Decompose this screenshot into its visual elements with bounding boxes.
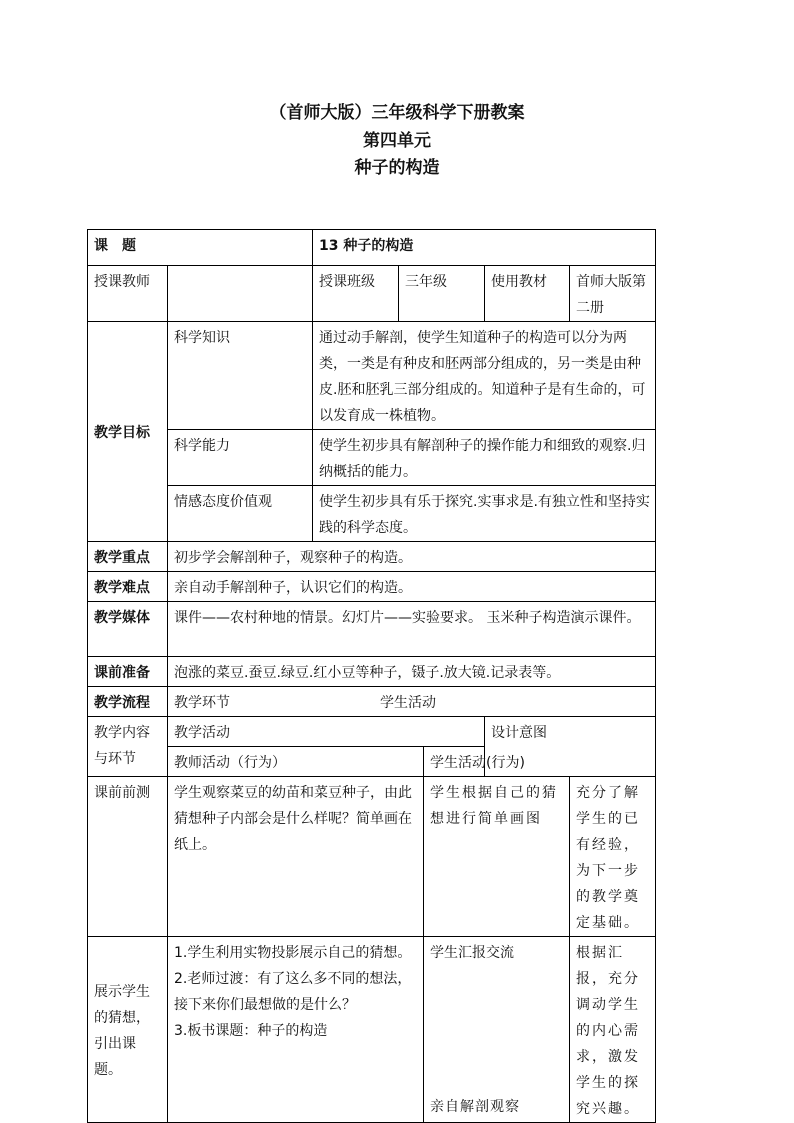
goals-label: 教学目标 (88, 322, 168, 542)
ability-label: 科学能力 (168, 430, 313, 486)
table-row (88, 937, 656, 1123)
material-value: 首师大版第二册 (570, 266, 656, 322)
difficulty-label: 教学难点 (88, 572, 168, 602)
goal-attitude-row (88, 486, 656, 542)
activity-header-row (88, 717, 656, 747)
material-label: 使用教材 (485, 266, 570, 322)
media-row (88, 602, 656, 657)
knowledge-text: 通过动手解剖，使学生知道种子的构造可以分为两类，一类是有种皮和胚两部分组成的，另一类是由种皮.胚和胚乳三部分组成的。知道种子是有生命的，可以发育成一株植物。 (313, 322, 656, 430)
class-value: 三年级 (399, 266, 485, 322)
stage-cell: 课前前测 (88, 777, 168, 937)
teacher-step-1: 1.学生利用实物投影展示自己的猜想。 (174, 945, 412, 961)
content-label: 教学内容与环节 (88, 717, 168, 777)
attitude-text: 使学生初步具有乐于探究.实事求是.有独立性和坚持实践的科学态度。 (313, 486, 656, 542)
activity-label: 教学活动 (168, 717, 485, 747)
prep-row (88, 657, 656, 687)
class-label: 授课班级 (313, 266, 399, 322)
student-dissect: 亲自解剖观察 (430, 1099, 520, 1115)
topic-label: 课 题 (88, 230, 313, 266)
topic-row (88, 230, 656, 266)
ability-text: 使学生初步具有解剖种子的操作能力和细致的观察.归纳概括的能力。 (313, 430, 656, 486)
stage-cell: 展示学生的猜想，引出课题。 (88, 937, 168, 1123)
goal-ability-row (88, 430, 656, 486)
info-row (88, 266, 656, 322)
key-row (88, 542, 656, 572)
teacher-label: 授课教师 (88, 266, 168, 322)
key-label: 教学重点 (88, 542, 168, 572)
lesson-title: 种子的构造 (354, 158, 440, 178)
flow-text (168, 687, 656, 717)
flow-label: 教学流程 (88, 687, 168, 717)
teacher-step-3: 3.板书课题：种子的构造 (174, 1023, 328, 1039)
key-text: 初步学会解剖种子，观察种子的构造。 (168, 542, 656, 572)
knowledge-label: 科学知识 (168, 322, 313, 430)
media-label: 教学媒体 (88, 602, 168, 657)
goal-knowledge-row (88, 322, 656, 430)
teacher-activity-cell (168, 937, 424, 1123)
media-text: 课件——农村种地的情景。幻灯片——实验要求。 玉米种子构造演示课件。 (168, 602, 656, 657)
flow-step: 教学环节 (174, 695, 230, 711)
document-title: （首师大版）三年级科学下册教案 (269, 103, 525, 123)
difficulty-text: 亲自动手解剖种子，认识它们的构造。 (168, 572, 656, 602)
teacher-act-label: 教师活动（行为） (168, 747, 424, 777)
attitude-label: 情感态度价值观 (168, 486, 313, 542)
teacher-value (168, 266, 313, 322)
flow-row (88, 687, 656, 717)
difficulty-row (88, 572, 656, 602)
table-row (88, 777, 656, 937)
prep-text: 泡涨的菜豆.蚕豆.绿豆.红小豆等种子，镊子.放大镜.记录表等。 (168, 657, 656, 687)
student-activity-cell (424, 937, 570, 1123)
lesson-plan-table (87, 229, 656, 1123)
flow-student: 学生活动 (380, 695, 436, 711)
student-activity-cell: 学生根据自己的猜想进行简单画图 (424, 777, 570, 937)
design-cell: 根据汇报，充分调动学生的内心需求，激发学生的探究兴趣。 (570, 937, 656, 1123)
topic-value: 13 种子的构造 (313, 230, 656, 266)
unit-title: 第四单元 (363, 131, 431, 151)
student-act-label: 学生活动(行为) (424, 747, 570, 777)
student-report: 学生汇报交流 (430, 945, 514, 961)
teacher-activity-cell: 学生观察菜豆的幼苗和菜豆种子，由此猜想种子内部会是什么样呢？简单画在纸上。 (168, 777, 424, 937)
prep-label: 课前准备 (88, 657, 168, 687)
design-cell: 充分了解学生的已有经验，为下一步的教学奠定基础。 (570, 777, 656, 937)
teacher-step-2: 2.老师过渡：有了这么多不同的想法，接下来你们最想做的是什么？ (174, 971, 412, 1013)
design-label: 设计意图 (485, 717, 656, 777)
